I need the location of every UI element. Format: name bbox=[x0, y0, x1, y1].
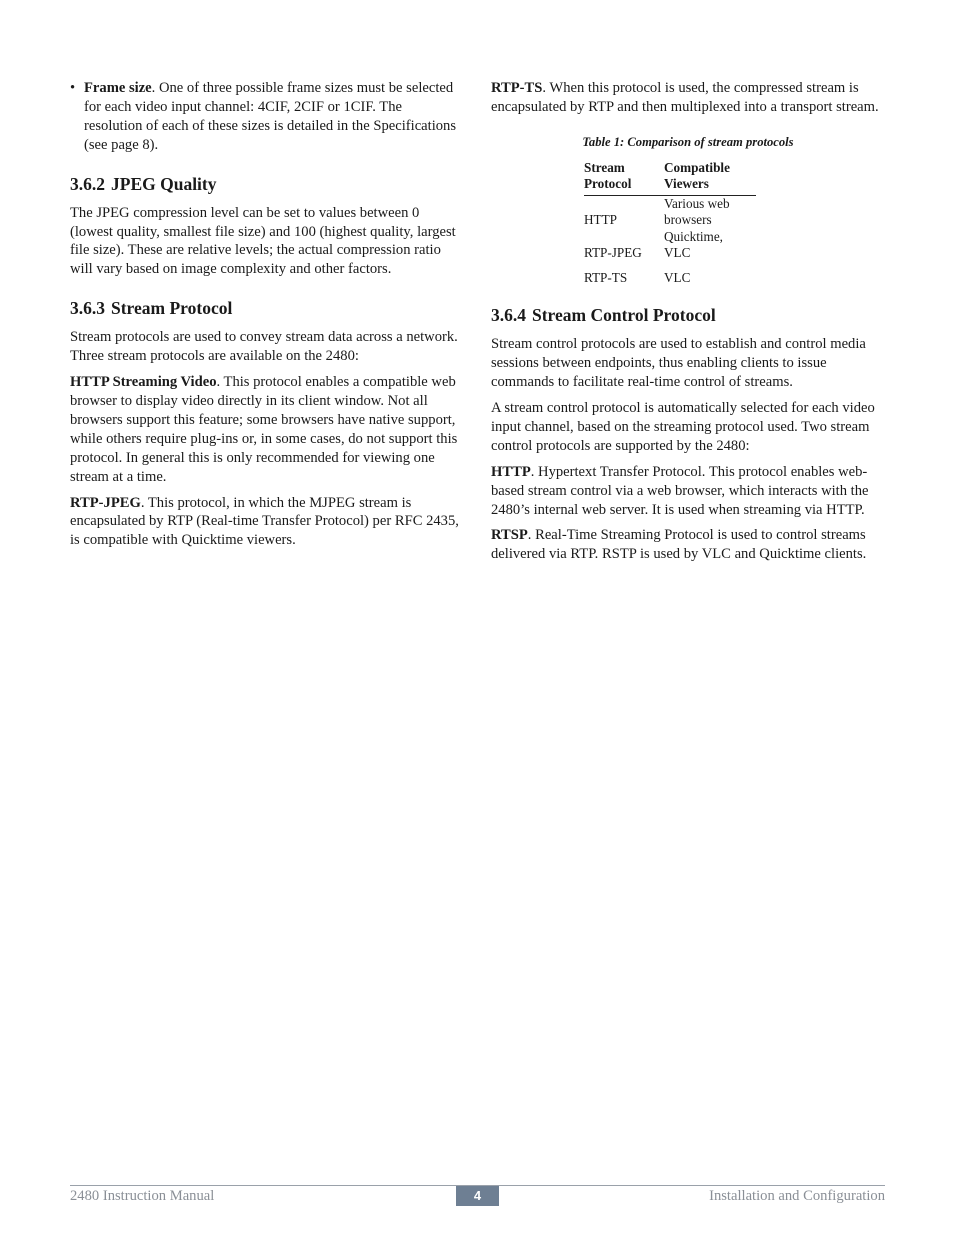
http-streaming-term: HTTP Streaming Video bbox=[70, 374, 217, 391]
table-cell: Quicktime, VLC bbox=[664, 228, 723, 261]
section-title: Stream Protocol bbox=[111, 298, 233, 319]
rtsp-term: RTSP bbox=[491, 527, 528, 544]
table-cell: VLC bbox=[664, 269, 691, 285]
table-cell: HTTP bbox=[584, 212, 617, 228]
section-number: 3.6.3 bbox=[70, 298, 105, 319]
section-heading-stream-control-protocol bbox=[491, 305, 885, 326]
table-row bbox=[584, 262, 756, 287]
rtp-ts-term: RTP-TS bbox=[491, 80, 543, 96]
left-column bbox=[70, 79, 462, 557]
section-number: 3.6.4 bbox=[491, 305, 526, 326]
http-streaming-paragraph bbox=[70, 373, 462, 486]
table-cell: Various web browsers bbox=[664, 195, 730, 228]
stream-control-paragraph-1: Stream control protocols are used to establish and control media sessions between endpoints, thus enabling clients to issue commands to facilitate real-time control of streams. bbox=[491, 336, 866, 391]
frame-size-term: Frame size bbox=[84, 80, 152, 96]
stream-control-paragraph-2: A stream control protocol is automatically selected for each video input channel, based on the streaming protocol used. Two stream control protocols are supported by the 2480: bbox=[491, 400, 875, 454]
footer-chapter-title: Installation and Configuration bbox=[709, 1188, 885, 1204]
page-number-badge: 4 bbox=[456, 1186, 499, 1206]
http-control-paragraph bbox=[491, 463, 885, 520]
section-title: JPEG Quality bbox=[111, 173, 217, 194]
rtsp-text: . Real-Time Streaming Protocol is used to control streams delivered via RTP. RSTP is used by VLC and Quicktime clients. bbox=[491, 527, 867, 563]
jpeg-quality-paragraph: The JPEG compression level can be set to values between 0 (lowest quality, smallest file size) and 100 (highest quality, largest file size). These are relative levels; the actual compression ratio will vary based on image complexity and other factors. bbox=[70, 204, 456, 278]
protocol-comparison-table bbox=[584, 160, 756, 287]
rtp-jpeg-paragraph bbox=[70, 494, 462, 551]
section-number: 3.6.2 bbox=[70, 173, 105, 194]
right-column bbox=[491, 79, 885, 571]
table-cell: RTP-JPEG bbox=[584, 245, 642, 261]
rtsp-paragraph bbox=[491, 526, 885, 564]
footer-manual-title: 2480 Instruction Manual bbox=[70, 1188, 215, 1204]
section-heading-stream-protocol bbox=[70, 298, 462, 319]
frame-size-bullet bbox=[70, 79, 462, 155]
table-row bbox=[584, 195, 756, 229]
section-title: Stream Control Protocol bbox=[532, 305, 716, 326]
rtp-jpeg-term: RTP-JPEG bbox=[70, 494, 141, 511]
protocol-table-wrapper bbox=[491, 160, 885, 287]
http-control-text: . Hypertext Transfer Protocol. This protocol enables web-based stream control via a web browser, which interacts with the 2480’s internal web server. It is used when streaming via HTTP. bbox=[491, 463, 869, 518]
rtp-jpeg-text: . This protocol, in which the MJPEG stream is encapsulated by RTP (Real-time Transfer Protocol) per RFC 2435, is compatible with Quicktime viewers. bbox=[70, 494, 459, 549]
rtp-ts-paragraph bbox=[491, 79, 885, 117]
stream-protocol-intro: Stream protocols are used to convey stream data across a network. Three stream protocols are available on the 2480: bbox=[70, 329, 458, 365]
http-control-term: HTTP bbox=[491, 463, 531, 480]
table-header-cell: Stream Protocol bbox=[584, 160, 664, 196]
table-header-row bbox=[584, 160, 756, 196]
table-cell: RTP-TS bbox=[584, 269, 628, 285]
table-header-cell: Compatible Viewers bbox=[664, 160, 756, 196]
section-heading-jpeg-quality bbox=[70, 174, 462, 195]
rtp-ts-text: . When this protocol is used, the compressed stream is encapsulated by RTP and then multiplexed into a transport stream. bbox=[491, 80, 879, 115]
frame-size-text: . One of three possible frame sizes must be selected for each video input channel: 4CIF, 2CIF or 1CIF. The resolution of each of these sizes is detailed in the Specifications (see page 8). bbox=[84, 80, 457, 153]
bullet-marker: • bbox=[70, 80, 76, 96]
table-caption: Table 1: Comparison of stream protocols bbox=[582, 134, 794, 149]
http-streaming-text: . This protocol enables a compatible web browser to display video directly in its client window. Not all browsers support this feature; some browsers have native support, while others require plug-ins or, in some cases, do not support this protocol. In general this is only recommended for viewing one stream at a time. bbox=[70, 374, 458, 485]
table-row bbox=[584, 229, 756, 262]
